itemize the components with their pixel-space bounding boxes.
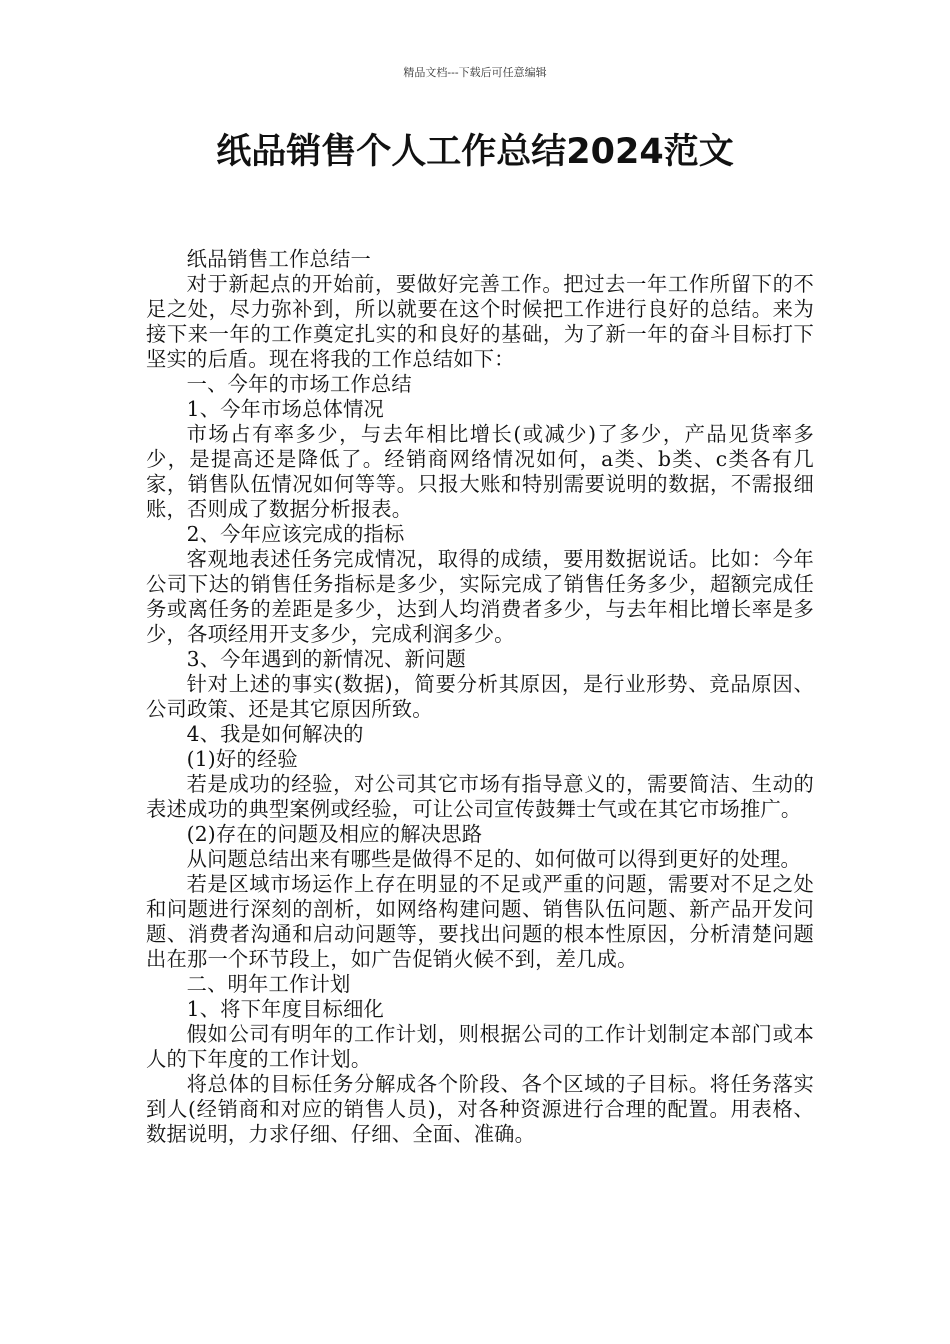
body-paragraph: 从问题总结出来有哪些是做得不足的、如何做可以得到更好的处理。: [186, 847, 802, 871]
body-paragraph: 将总体的目标任务分解成各个阶段、各个区域的子目标。将任务落实到人(经销商和对应的销售人员)，对各种资源进行合理的配置。用表格、数据说明，力求仔细、仔细、全面、准确。: [146, 1072, 814, 1146]
section-heading: 一、今年的市场工作总结: [186, 372, 412, 396]
document-body: [146, 247, 814, 1147]
body-paragraph: 针对上述的事实(数据)，简要分析其原因，是行业形势、竞品原因、公司政策、还是其它原因所致。: [146, 672, 814, 721]
document-title: 纸品销售个人工作总结2024范文: [216, 132, 734, 172]
body-paragraph: 客观地表述任务完成情况，取得的成绩，要用数据说话。比如：今年公司下达的销售任务指标是多少，实际完成了销售任务多少，超额完成任务或离任务的差距是多少，达到人均消费者多少，与去年相比增长率是多少，各项经用开支多少，完成利润多少。: [146, 547, 814, 646]
subsection-heading: 4、我是如何解决的: [186, 722, 364, 746]
body-paragraph: 市场占有率多少，与去年相比增长(或减少)了多少，产品见货率多少，是提高还是降低了。经销商网络情况如何，a类、b类、c类各有几家，销售队伍情况如何等等。只报大账和特别需要说明的数据，不需报细账，否则成了数据分析报表。: [146, 422, 814, 521]
subsection-heading: 2、今年应该完成的指标: [186, 522, 405, 546]
body-paragraph: 假如公司有明年的工作计划，则根据公司的工作计划制定本部门或本人的下年度的工作计划。: [146, 1022, 814, 1071]
body-paragraph: 若是成功的经验，对公司其它市场有指导意义的，需要简洁、生动的表述成功的典型案例或经验，可让公司宣传鼓舞士气或在其它市场推广。: [146, 772, 814, 821]
section-heading: 二、明年工作计划: [186, 972, 351, 996]
subsection-heading: (1)好的经验: [186, 747, 298, 771]
page-header-note: 精品文档---下载后可任意编辑: [403, 66, 547, 79]
section-heading: 纸品销售工作总结一: [186, 247, 371, 271]
subsection-heading: 3、今年遇到的新情况、新问题: [186, 647, 466, 671]
body-paragraph: 对于新起点的开始前，要做好完善工作。把过去一年工作所留下的不足之处，尽力弥补到，所以就要在这个时候把工作进行良好的总结。来为接下来一年的工作奠定扎实的和良好的基础，为了新一年的奋斗目标打下坚实的后盾。现在将我的工作总结如下：: [146, 272, 814, 371]
body-paragraph: 若是区域市场运作上存在明显的不足或严重的问题，需要对不足之处和问题进行深刻的剖析，如网络构建问题、销售队伍问题、新产品开发问题、消费者沟通和启动问题等，要找出问题的根本性原因，分析清楚问题出在那一个环节段上，如广告促销火候不到，差几成。: [146, 872, 814, 971]
subsection-heading: 1、今年市场总体情况: [186, 397, 385, 421]
subsection-heading: (2)存在的问题及相应的解决思路: [186, 822, 483, 846]
subsection-heading: 1、将下年度目标细化: [186, 997, 385, 1021]
